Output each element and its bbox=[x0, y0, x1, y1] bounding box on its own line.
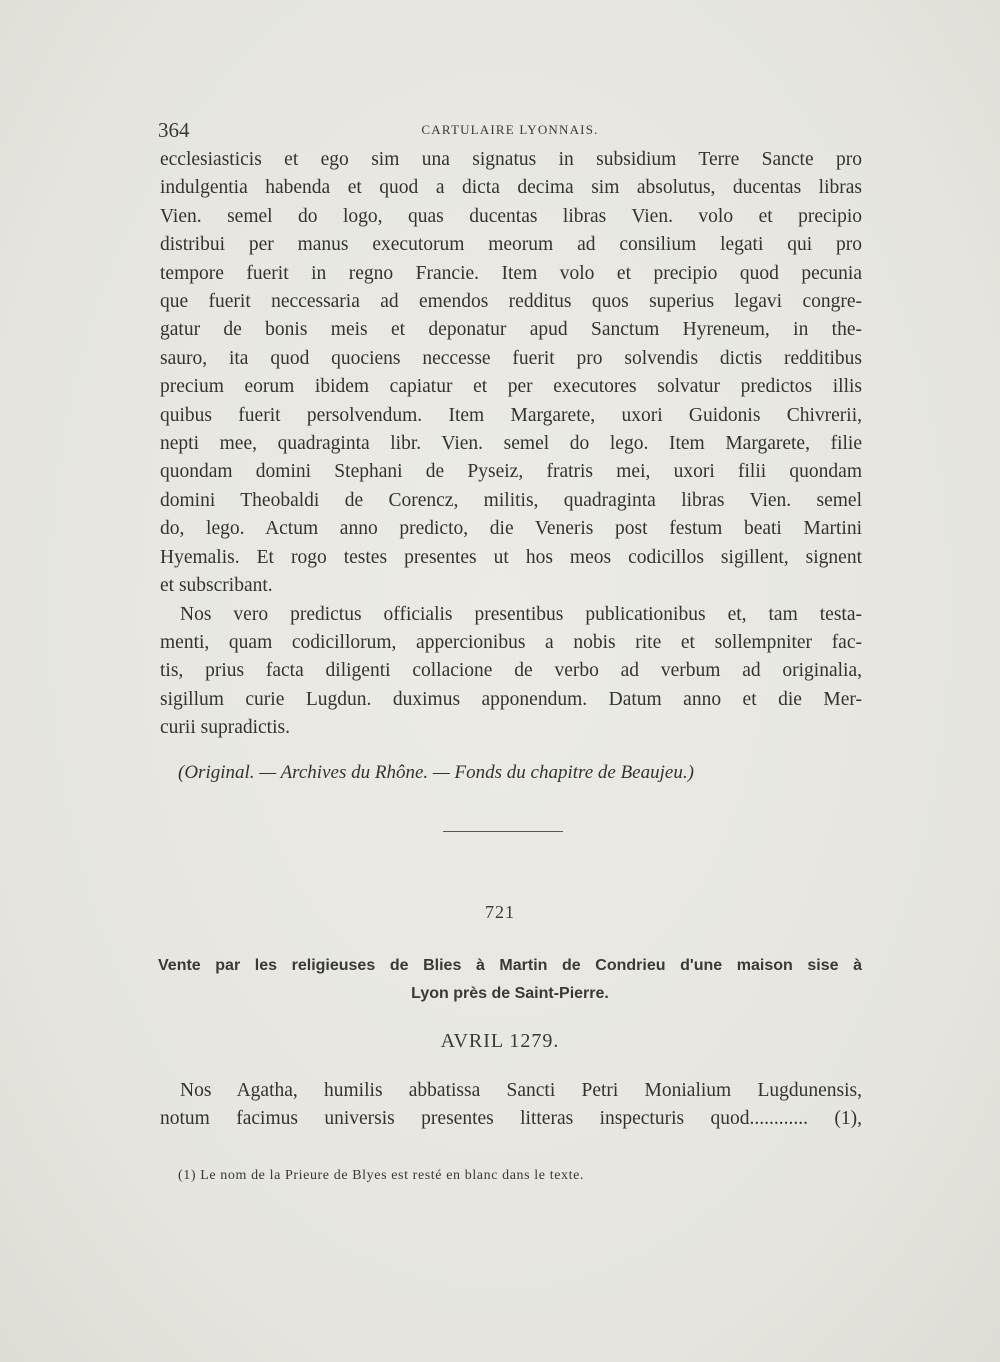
body-line: quibus fuerit persolvendum. Item Margarete, uxori Guidonis Chivrerii, bbox=[160, 404, 862, 426]
running-title: CARTULAIRE LYONNAIS. bbox=[421, 122, 599, 137]
body-line: gatur de bonis meis et deponatur apud Sanctum Hyreneum, in the- bbox=[160, 319, 862, 341]
body-line: indulgentia habenda et quod a dicta decima sim absolutus, ducentas libras bbox=[160, 177, 862, 199]
footnote: (1) Le nom de la Prieure de Blyes est resté en blanc dans le texte. bbox=[178, 1168, 585, 1183]
page-number: 364 bbox=[158, 118, 190, 142]
body-line: curii supradictis. bbox=[160, 717, 290, 739]
charter-line: notum facimus universis presentes litteras inspecturis quod............ (1), bbox=[160, 1108, 862, 1130]
source-note: (Original. — Archives du Rhône. — Fonds du chapitre de Beaujeu.) bbox=[178, 762, 694, 783]
charter-title-line: Lyon près de Saint-Pierre. bbox=[411, 985, 609, 1002]
section-divider bbox=[443, 831, 563, 832]
body-line: Hyemalis. Et rogo testes presentes ut hos meos codicillos sigillent, signent bbox=[160, 546, 862, 568]
body-line: sauro, ita quod quociens neccesse fuerit pro solvendis dictis redditibus bbox=[160, 347, 862, 369]
body-line: do, lego. Actum anno predicto, die Veneris post festum beati Martini bbox=[160, 518, 862, 540]
body-line: que fuerit neccessaria ad emendos redditus quos superius legavi congre- bbox=[160, 291, 862, 313]
body-line: Vien. semel do logo, quas ducentas libras Vien. volo et precipio bbox=[160, 205, 862, 227]
body-line: quondam domini Stephani de Pyseiz, fratris mei, uxori filii quondam bbox=[160, 461, 862, 483]
charter-body bbox=[160, 1077, 862, 1134]
body-line: et subscribant. bbox=[160, 575, 273, 597]
charter-title bbox=[158, 952, 862, 1008]
charter-title-line: Vente par les religieuses de Blies à Martin de Condrieu d'une maison sise à bbox=[158, 957, 862, 974]
running-head bbox=[158, 118, 862, 142]
body-line: domini Theobaldi de Corencz, militis, quadraginta libras Vien. semel bbox=[160, 489, 862, 511]
body-line: distribui per manus executorum meorum ad consilium legati qui pro bbox=[160, 234, 862, 256]
body-line: ecclesiasticis et ego sim una signatus in subsidium Terre Sancte pro bbox=[160, 149, 862, 170]
body-line: tempore fuerit in regno Francie. Item volo et precipio quod pecunia bbox=[160, 262, 862, 284]
body-line: tis, prius facta diligenti collacione de verbo ad verbum ad originalia, bbox=[160, 660, 862, 682]
charter-date: AVRIL 1279. bbox=[440, 1030, 560, 1052]
body-line: Nos vero predictus officialis presentibus publicationibus et, tam testa- bbox=[180, 603, 862, 625]
charter-number: 721 bbox=[485, 902, 515, 922]
body-line: nepti mee, quadraginta libr. Vien. semel do lego. Item Margarete, filie bbox=[160, 433, 862, 455]
body-line: menti, quam codicillorum, appercionibus a nobis rite et sollempniter fac- bbox=[160, 631, 862, 653]
body-line: precium eorum ibidem capiatur et per executores solvatur predictos illis bbox=[160, 376, 862, 398]
charter-line: Nos Agatha, humilis abbatissa Sancti Petri Monialium Lugdunensis, bbox=[180, 1080, 862, 1101]
body-text bbox=[160, 146, 862, 743]
body-line: sigillum curie Lugdun. duximus apponendum. Datum anno et die Mer- bbox=[160, 688, 862, 710]
